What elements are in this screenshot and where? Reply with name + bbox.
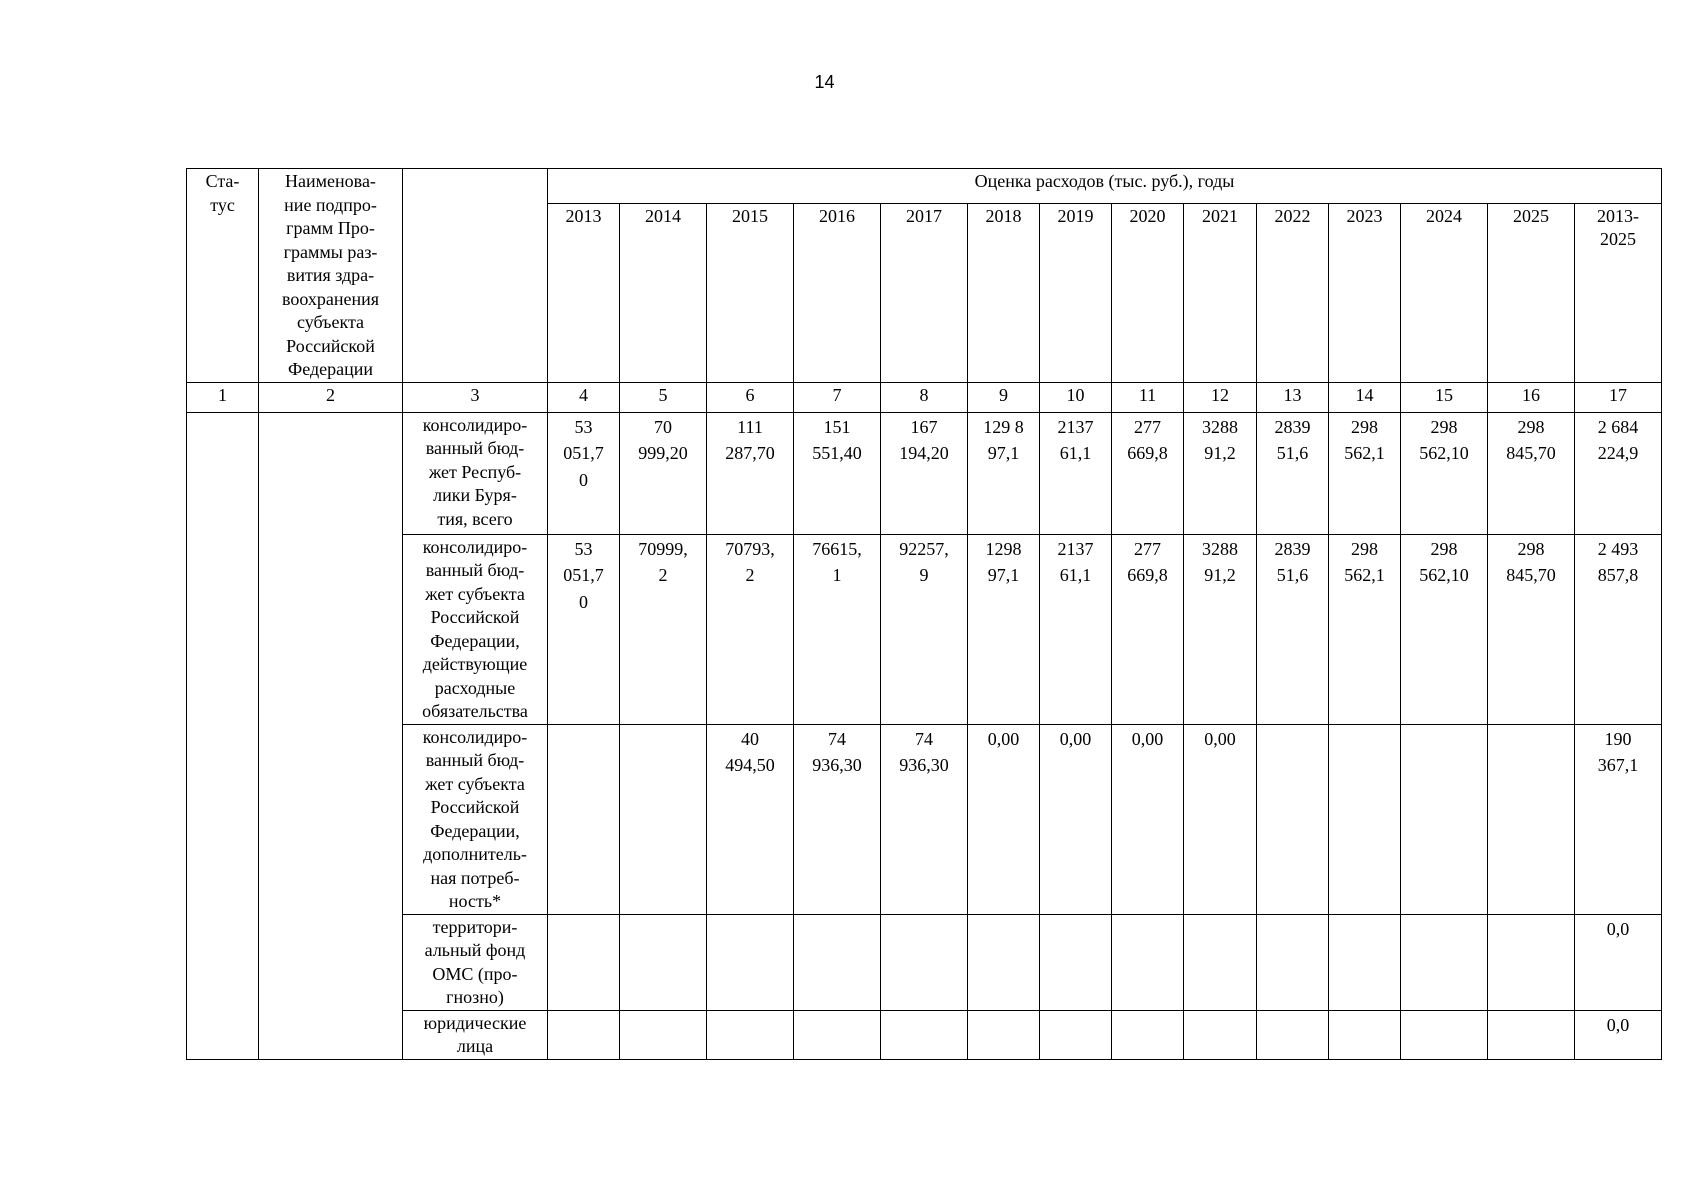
column-number: 6 xyxy=(707,382,794,412)
value-cell xyxy=(1257,724,1329,914)
value-cell xyxy=(548,914,620,1010)
value-cell: 298 562,1 xyxy=(1329,534,1401,724)
value-cell xyxy=(968,1010,1040,1059)
column-number: 3 xyxy=(403,382,548,412)
year-header: 2018 xyxy=(968,203,1040,382)
value-cell: 277 669,8 xyxy=(1112,534,1184,724)
value-cell xyxy=(881,914,968,1010)
column-number: 12 xyxy=(1184,382,1257,412)
value-cell xyxy=(548,1010,620,1059)
value-cell xyxy=(1112,1010,1184,1059)
source-cell: юридические лица xyxy=(403,1010,548,1059)
value-cell xyxy=(707,1010,794,1059)
value-cell xyxy=(1040,914,1112,1010)
value-cell: 298 562,10 xyxy=(1401,534,1488,724)
header-row-title xyxy=(187,169,1662,204)
value-cell: 70793, 2 xyxy=(707,534,794,724)
value-cell xyxy=(1488,1010,1575,1059)
year-header: 2015 xyxy=(707,203,794,382)
value-cell: 0,0 xyxy=(1575,914,1662,1010)
source-cell: территори- альный фонд ОМС (про- гнозно) xyxy=(403,914,548,1010)
column-number: 11 xyxy=(1112,382,1184,412)
value-cell: 0,0 xyxy=(1575,1010,1662,1059)
column-number: 8 xyxy=(881,382,968,412)
source-cell: консолидиро- ванный бюд- жет Респуб- лики Буря- тия, всего xyxy=(403,412,548,534)
value-cell xyxy=(548,724,620,914)
year-header: 2024 xyxy=(1401,203,1488,382)
year-header: 2025 xyxy=(1488,203,1575,382)
year-header: 2021 xyxy=(1184,203,1257,382)
value-cell: 74 936,30 xyxy=(881,724,968,914)
source-cell: консолидиро- ванный бюд- жет субъекта Российской Федерации, действующие расходные обязательства xyxy=(403,534,548,724)
year-header: 2020 xyxy=(1112,203,1184,382)
value-cell xyxy=(1257,914,1329,1010)
value-cell xyxy=(1184,1010,1257,1059)
year-header: 2014 xyxy=(620,203,707,382)
value-cell: 74 936,30 xyxy=(794,724,881,914)
value-cell xyxy=(968,914,1040,1010)
value-cell: 70 999,20 xyxy=(620,412,707,534)
column-number: 14 xyxy=(1329,382,1401,412)
column-number: 7 xyxy=(794,382,881,412)
value-cell xyxy=(1401,1010,1488,1059)
value-cell xyxy=(620,724,707,914)
value-cell: 3288 91,2 xyxy=(1184,412,1257,534)
table-row xyxy=(187,1010,1662,1059)
table-row xyxy=(187,412,1662,534)
value-cell: 298 562,10 xyxy=(1401,412,1488,534)
value-cell xyxy=(881,1010,968,1059)
value-cell: 151 551,40 xyxy=(794,412,881,534)
value-cell xyxy=(794,1010,881,1059)
value-cell xyxy=(1401,724,1488,914)
value-cell: 129 8 97,1 xyxy=(968,412,1040,534)
value-cell: 0,00 xyxy=(1184,724,1257,914)
column-number: 17 xyxy=(1575,382,1662,412)
value-cell xyxy=(1329,724,1401,914)
value-cell xyxy=(1257,1010,1329,1059)
column-number: 9 xyxy=(968,382,1040,412)
year-header: 2023 xyxy=(1329,203,1401,382)
table-row xyxy=(187,914,1662,1010)
header-estimate-title: Оценка расходов (тыс. руб.), годы xyxy=(548,169,1662,204)
subprogram-name-cell xyxy=(259,412,403,1059)
year-header: 2016 xyxy=(794,203,881,382)
year-header: 2022 xyxy=(1257,203,1329,382)
column-number: 1 xyxy=(187,382,259,412)
value-cell: 2 493 857,8 xyxy=(1575,534,1662,724)
source-cell: консолидиро- ванный бюд- жет субъекта Российской Федерации, дополнитель- ная потреб- ность* xyxy=(403,724,548,914)
table-row xyxy=(187,534,1662,724)
value-cell xyxy=(1488,724,1575,914)
year-header: 2019 xyxy=(1040,203,1112,382)
value-cell: 3288 91,2 xyxy=(1184,534,1257,724)
value-cell xyxy=(620,914,707,1010)
value-cell: 53 051,7 0 xyxy=(548,412,620,534)
year-header: 2013- 2025 xyxy=(1575,203,1662,382)
value-cell: 190 367,1 xyxy=(1575,724,1662,914)
expenditure-table xyxy=(186,168,1662,1060)
value-cell xyxy=(1184,914,1257,1010)
value-cell: 2839 51,6 xyxy=(1257,534,1329,724)
value-cell: 298 845,70 xyxy=(1488,412,1575,534)
year-header: 2013 xyxy=(548,203,620,382)
value-cell: 0,00 xyxy=(1040,724,1112,914)
column-number: 4 xyxy=(548,382,620,412)
column-number: 13 xyxy=(1257,382,1329,412)
header-status: Ста- тус xyxy=(187,169,259,383)
value-cell: 2137 61,1 xyxy=(1040,412,1112,534)
column-number: 15 xyxy=(1401,382,1488,412)
value-cell: 1298 97,1 xyxy=(968,534,1040,724)
value-cell: 53 051,7 0 xyxy=(548,534,620,724)
page-number: 14 xyxy=(814,72,835,92)
value-cell: 277 669,8 xyxy=(1112,412,1184,534)
header-subprogram-name: Наименова- ние подпро- грамм Про- граммы раз- вития здра- воохранения субъекта Российской Федерации xyxy=(259,169,403,383)
value-cell xyxy=(707,914,794,1010)
value-cell: 0,00 xyxy=(1112,724,1184,914)
value-cell xyxy=(620,1010,707,1059)
value-cell: 76615, 1 xyxy=(794,534,881,724)
column-number: 5 xyxy=(620,382,707,412)
value-cell: 70999, 2 xyxy=(620,534,707,724)
table-row xyxy=(187,724,1662,914)
value-cell: 2839 51,6 xyxy=(1257,412,1329,534)
value-cell: 2 684 224,9 xyxy=(1575,412,1662,534)
value-cell xyxy=(1401,914,1488,1010)
value-cell: 111 287,70 xyxy=(707,412,794,534)
value-cell: 0,00 xyxy=(968,724,1040,914)
value-cell: 298 845,70 xyxy=(1488,534,1575,724)
value-cell xyxy=(794,914,881,1010)
value-cell xyxy=(1329,914,1401,1010)
year-header: 2017 xyxy=(881,203,968,382)
column-number: 2 xyxy=(259,382,403,412)
column-number: 10 xyxy=(1040,382,1112,412)
header-source xyxy=(403,169,548,383)
status-cell xyxy=(187,412,259,1059)
value-cell: 167 194,20 xyxy=(881,412,968,534)
value-cell xyxy=(1329,1010,1401,1059)
value-cell: 298 562,1 xyxy=(1329,412,1401,534)
value-cell xyxy=(1488,914,1575,1010)
column-number: 16 xyxy=(1488,382,1575,412)
header-row-column-numbers xyxy=(187,382,1662,412)
value-cell: 92257, 9 xyxy=(881,534,968,724)
value-cell xyxy=(1040,1010,1112,1059)
value-cell xyxy=(1112,914,1184,1010)
value-cell: 40 494,50 xyxy=(707,724,794,914)
value-cell: 2137 61,1 xyxy=(1040,534,1112,724)
